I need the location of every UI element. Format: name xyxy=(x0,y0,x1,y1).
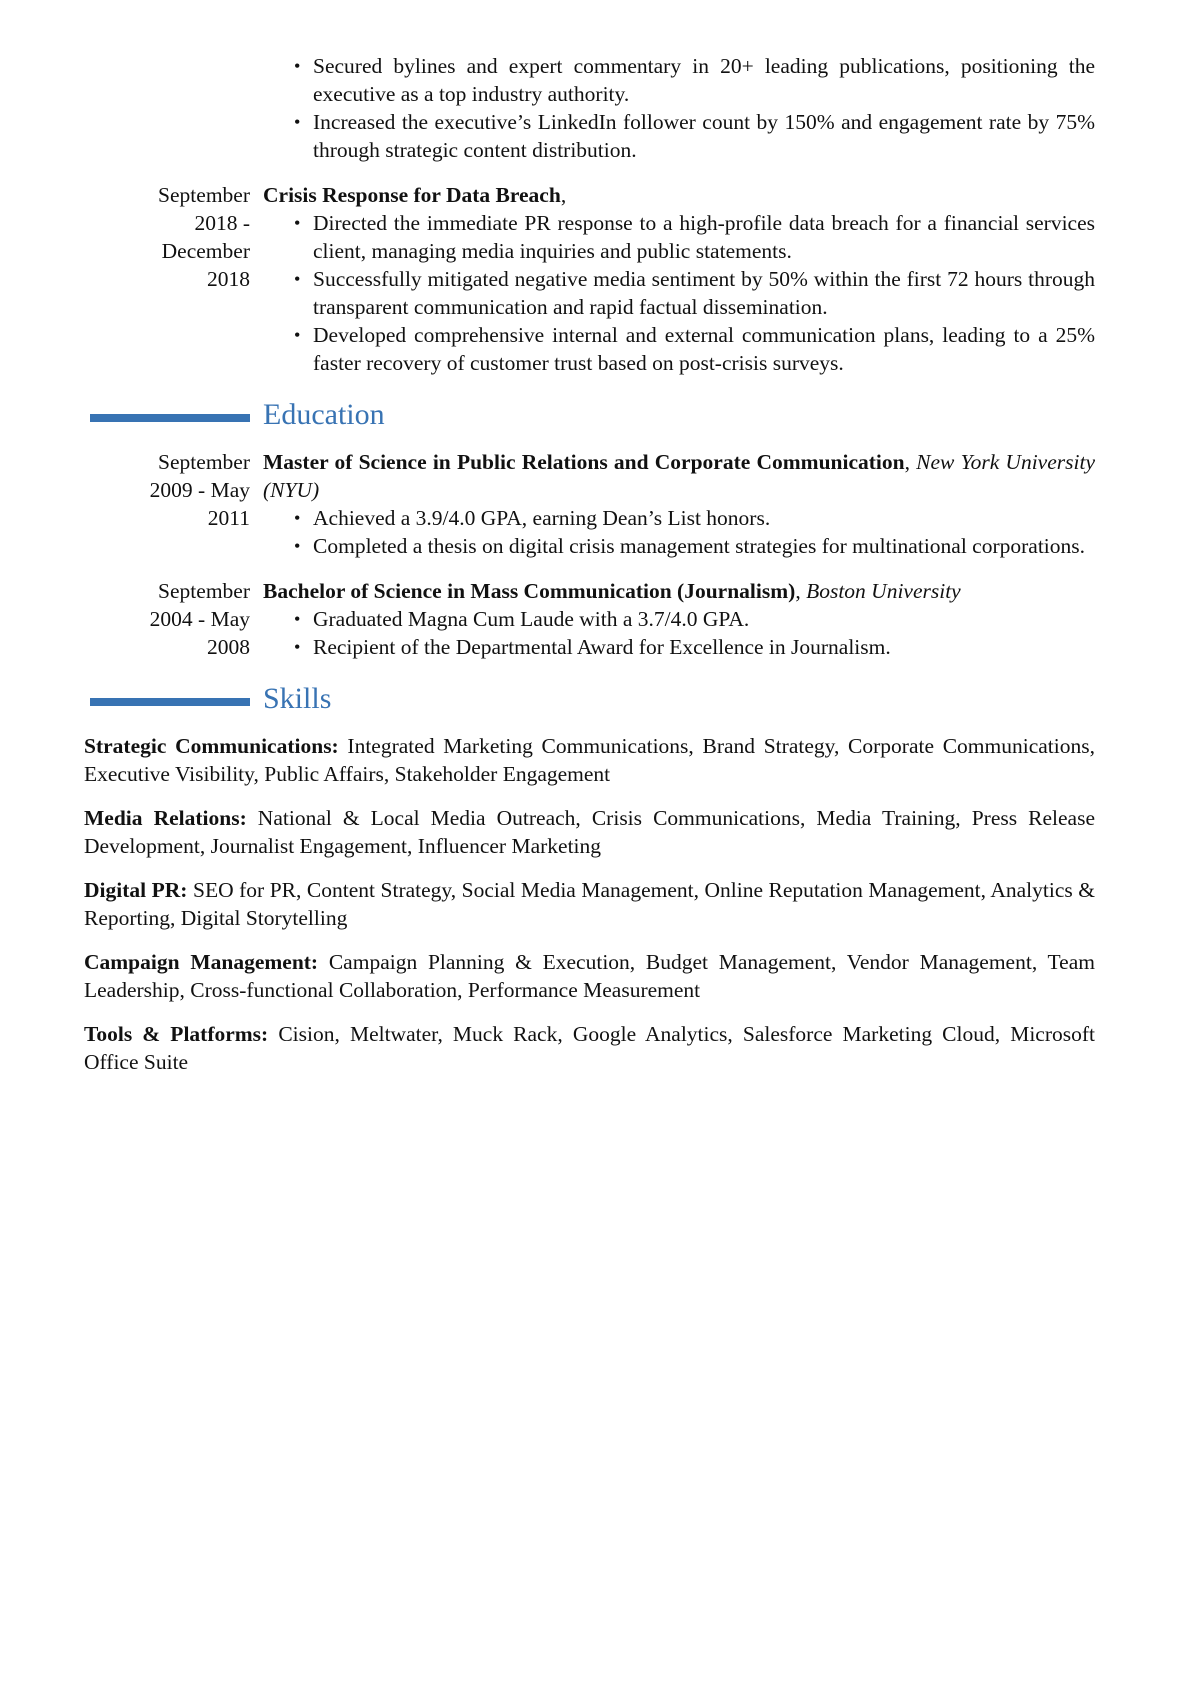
bullet-list xyxy=(263,504,1095,560)
entry-body xyxy=(263,52,1095,164)
section-title-education: Education xyxy=(263,398,385,431)
skill-category-tools-platforms xyxy=(84,1020,1095,1076)
education-entry-masters xyxy=(84,448,1095,560)
skill-items: SEO for PR, Content Strategy, Social Media Management, Online Reputation Management, Analytics & Reporting, Digital Storytelling xyxy=(84,878,1096,930)
bullet-text: Completed a thesis on digital crisis management strategies for multinational corporations. xyxy=(313,534,1086,558)
institution-text: Boston University xyxy=(806,579,961,603)
entry-dates-empty xyxy=(84,52,250,164)
bullet-text: Recipient of the Departmental Award for Excellence in Journalism. xyxy=(313,635,891,659)
skill-items: Integrated Marketing Communications, Brand Strategy, Corporate Communications, Executive Visibility, Public Affairs, Stakeholder Engagement xyxy=(84,734,1095,786)
bullet-item xyxy=(313,265,1095,321)
bullet-text: Graduated Magna Cum Laude with a 3.7/4.0 GPA. xyxy=(313,607,750,631)
bullet-list xyxy=(263,605,1095,661)
entry-body xyxy=(263,181,1095,377)
bullet-item xyxy=(313,504,1095,532)
bullet-text: Successfully mitigated negative media sentiment by 50% within the first 72 hours through transparent communication and rapid factual dissemination. xyxy=(313,267,1095,319)
entry-title-text: Crisis Response for Data Breach xyxy=(263,183,561,207)
entry-title xyxy=(263,448,1095,504)
bullet-text: Directed the immediate PR response to a high-profile data breach for a financial services client, managing media inquiries and public statements. xyxy=(313,211,1095,263)
bullet-text: Increased the executive’s LinkedIn follower count by 150% and engagement rate by 75% through strategic content distribution. xyxy=(313,110,1095,162)
skill-items: Campaign Planning & Execution, Budget Management, Vendor Management, Team Leadership, Cross-functional Collaboration, Performance Measurement xyxy=(84,950,1095,1002)
degree-text: Master of Science in Public Relations and Corporate Communication xyxy=(263,450,905,474)
bullet-text: Secured bylines and expert commentary in 20+ leading publications, positioning the executive as a top industry authority. xyxy=(313,54,1095,106)
section-title-skills: Skills xyxy=(263,682,332,715)
bullet-item xyxy=(313,209,1095,265)
bullet-text: Developed comprehensive internal and external communication plans, leading to a 25% faster recovery of customer trust based on post-crisis surveys. xyxy=(313,323,1095,375)
skill-category-media-relations xyxy=(84,804,1095,860)
skill-category-strategic-communications xyxy=(84,732,1095,788)
bullet-item xyxy=(313,108,1095,164)
bullet-item xyxy=(313,633,1095,661)
skill-category-campaign-management xyxy=(84,948,1095,1004)
degree-text: Bachelor of Science in Mass Communication (Journalism) xyxy=(263,579,796,603)
skill-label: Tools & Platforms: xyxy=(84,1022,269,1046)
degree-separator: , xyxy=(904,450,917,474)
entry-body xyxy=(263,577,1095,661)
continued-experience-entry xyxy=(84,52,1095,164)
skill-label: Digital PR: xyxy=(84,878,188,902)
entry-title xyxy=(263,577,1095,605)
degree-separator: , xyxy=(795,579,807,603)
skill-label: Media Relations: xyxy=(84,806,247,830)
bullet-item xyxy=(313,321,1095,377)
section-rule xyxy=(90,414,250,422)
skill-items: Cision, Meltwater, Muck Rack, Google Analytics, Salesforce Marketing Cloud, Microsoft Office Suite xyxy=(84,1022,1095,1074)
section-rule xyxy=(90,698,250,706)
education-entry-bachelors xyxy=(84,577,1095,661)
skill-label: Campaign Management: xyxy=(84,950,319,974)
skill-items: National & Local Media Outreach, Crisis Communications, Media Training, Press Release Development, Journalist Engagement, Influencer Marketing xyxy=(84,806,1096,858)
entry-dates: September 2018 - December 2018 xyxy=(158,183,250,291)
skill-category-digital-pr xyxy=(84,876,1095,932)
bullet-list xyxy=(263,52,1095,164)
entry-title xyxy=(263,181,1095,209)
entry-dates: September 2004 - May 2008 xyxy=(149,579,250,659)
entry-title-suffix: , xyxy=(560,183,567,207)
entry-dates: September 2009 - May 2011 xyxy=(149,450,250,530)
skill-label: Strategic Communications: xyxy=(84,734,339,758)
bullet-text: Achieved a 3.9/4.0 GPA, earning Dean’s List honors. xyxy=(313,506,771,530)
section-header-education xyxy=(84,397,1095,433)
bullet-item xyxy=(313,605,1095,633)
section-header-skills xyxy=(84,681,1095,717)
institution-text: New York University (NYU) xyxy=(263,450,1095,502)
bullet-list xyxy=(263,209,1095,377)
entry-body xyxy=(263,448,1095,560)
bullet-item xyxy=(313,532,1095,560)
experience-entry-crisis-response xyxy=(84,181,1095,377)
bullet-item xyxy=(313,52,1095,108)
